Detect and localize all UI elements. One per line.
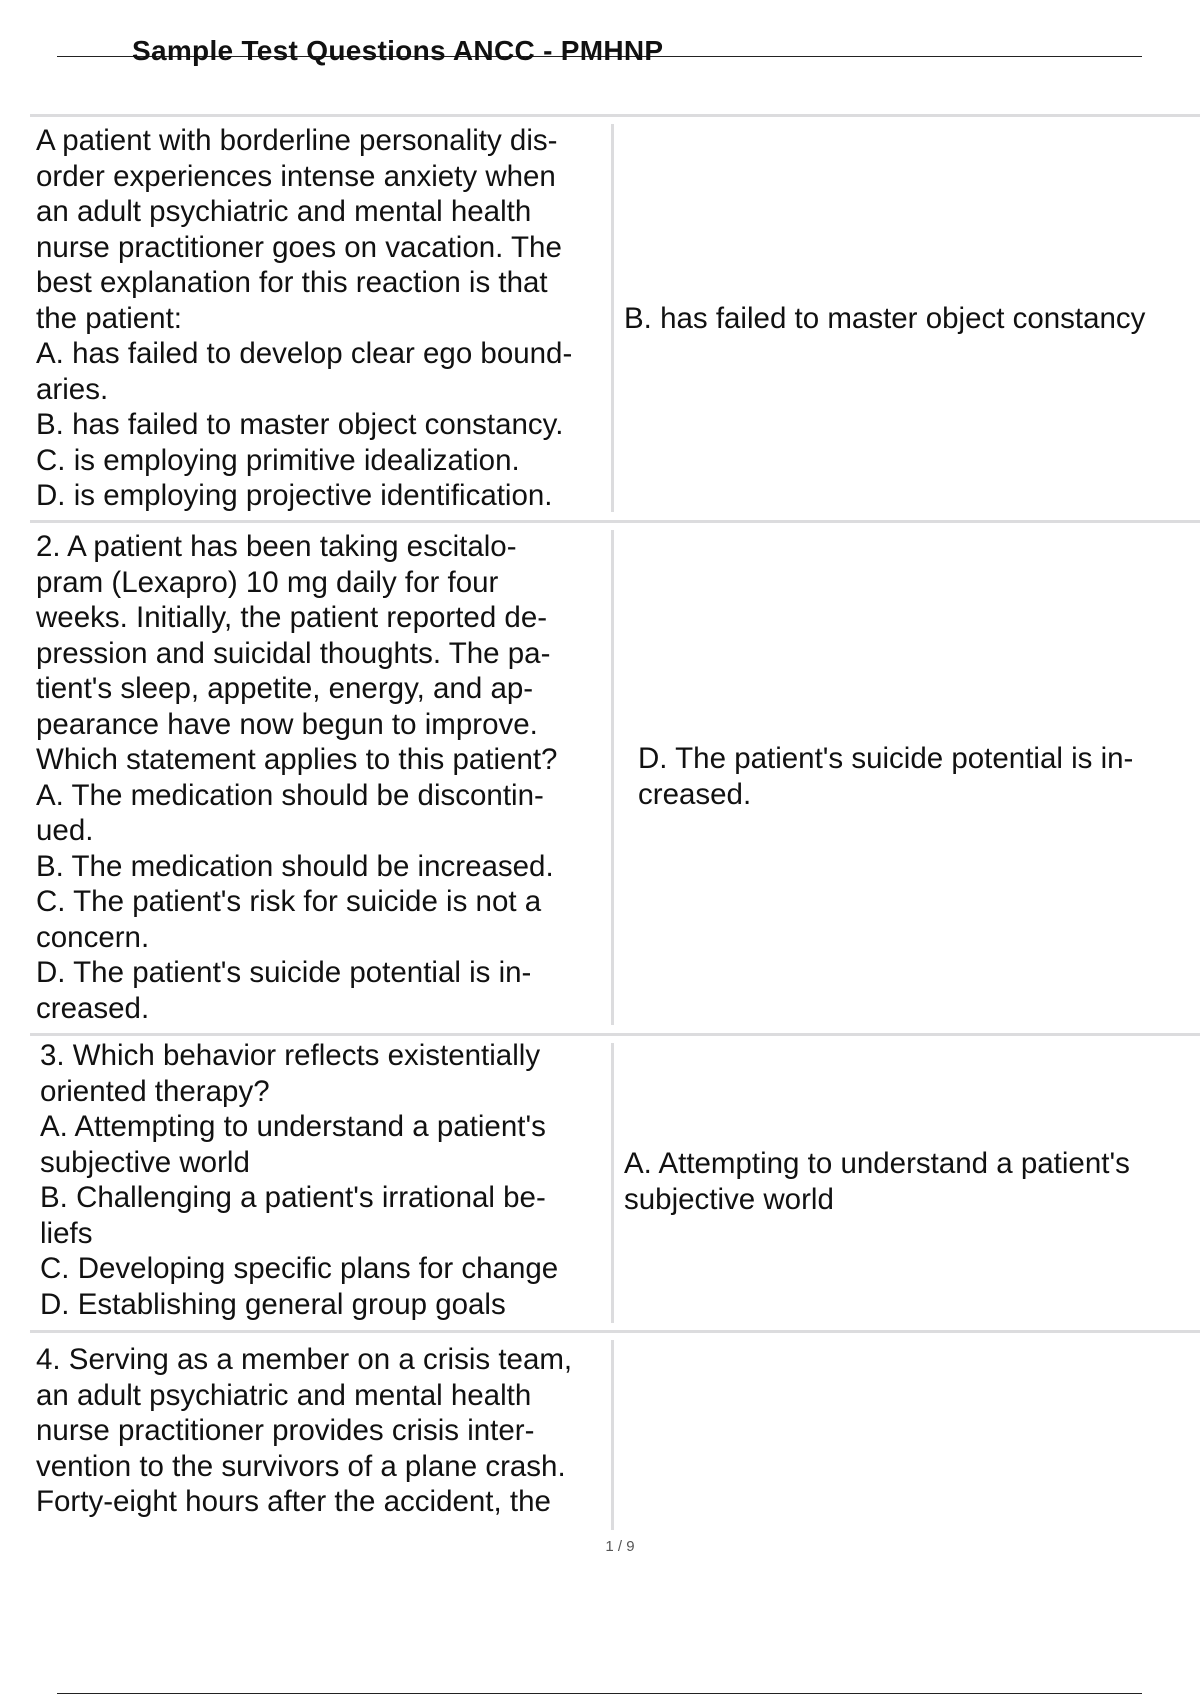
- row-divider: [30, 114, 1200, 117]
- row-divider: [30, 520, 1200, 523]
- question-text: 3. Which behavior reflects existentially oriented therapy? A. Attempting to understand a patient's subjective world B. Challenging a patient's irrational be- liefs C. Developing specific plans for change D. Establishing general group goals: [40, 1039, 559, 1321]
- column-divider: [611, 124, 614, 512]
- question-text: A patient with borderline personality dis- order experiences intense anxiety when an adult psychiatric and mental health nurse practitioner goes on vacation. The best explanation for this reaction is that the patient: A. has failed to develop clear ego bound- aries. B. has failed to master object constancy. C. is employing primitive idealization. D. is employing projective identification.: [36, 124, 573, 512]
- row-divider: [30, 1033, 1200, 1036]
- footer-rule: [57, 1693, 1142, 1694]
- answer-text: B. has failed to master object constancy: [624, 302, 1146, 335]
- question-text: 2. A patient has been taking escitalo- pram (Lexapro) 10 mg daily for four weeks. Initially, the patient reported de- pression and suicidal thoughts. The pa- tient's sleep, appetite, energy, and ap- pearance have now begun to improve. Which statement applies to this patient? A. The medication should be discontin- ued. B. The medication should be increased. C. The patient's risk for suicide is not a concern. D. The patient's suicide potential is in- creased.: [36, 530, 558, 1025]
- answer-text: A. Attempting to understand a patient's subjective world: [624, 1147, 1130, 1216]
- answer-text: D. The patient's suicide potential is in- creased.: [638, 742, 1134, 811]
- row-divider: [30, 1330, 1200, 1333]
- question-text: 4. Serving as a member on a crisis team, an adult psychiatric and mental health nurse practitioner provides crisis inter- vention to the survivors of a plane crash. Forty-eight hours after the accident, the: [36, 1343, 573, 1518]
- column-divider: [611, 1340, 614, 1530]
- column-divider: [611, 530, 614, 1025]
- page-number: 1 / 9: [605, 1538, 635, 1555]
- page-title: Sample Test Questions ANCC - PMHNP: [132, 35, 664, 66]
